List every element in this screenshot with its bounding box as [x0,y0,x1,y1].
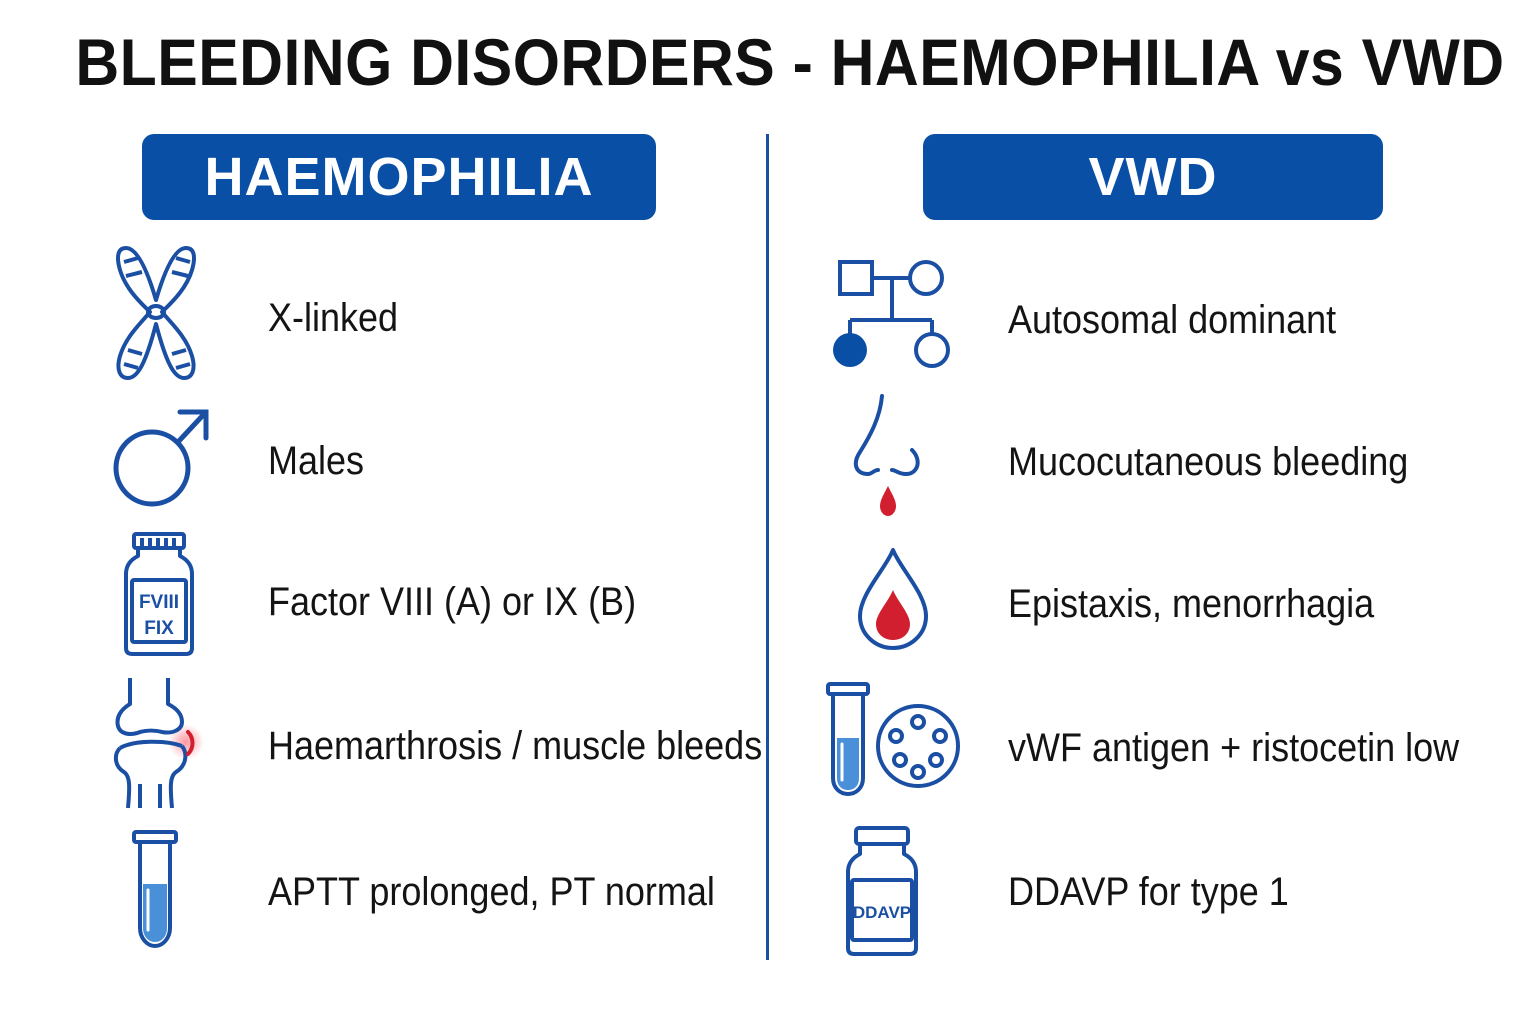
vial-label-ddavp: DDAVP [852,903,912,922]
nose-bleed-icon [852,394,924,518]
male-symbol-icon [112,406,212,510]
vwd-lab-text: vWF antigen + ristocetin low [1008,726,1460,770]
haemophilia-lab-text: APTT prolonged, PT normal [268,870,715,914]
vial-label-fix: FIX [144,618,174,639]
vwd-treatment-text: DDAVP for type 1 [1008,870,1289,914]
vwd-header: VWD [923,134,1383,220]
factor-vial-icon [124,532,194,656]
page-title: BLEEDING DISORDERS - HAEMOPHILIA vs VWD [75,25,1505,99]
haemophilia-factor-text: Factor VIII (A) or IX (B) [268,580,637,624]
ddavp-vial-icon [844,826,920,956]
blood-drop-icon [856,546,930,652]
chromosome-icon [112,242,202,384]
knee-joint-icon [110,676,206,810]
tube-and-platelets-icon [824,682,964,796]
pedigree-icon [832,258,950,370]
haemophilia-bleeding-text: Haemarthrosis / muscle bleeds [268,724,763,768]
haemophilia-inheritance-text: X-linked [268,296,399,340]
haemophilia-header: HAEMOPHILIA [142,134,656,220]
test-tube-icon [132,830,178,948]
vwd-symptoms-text: Epistaxis, menorrhagia [1008,582,1375,626]
vwd-bleeding-type-text: Mucocutaneous bleeding [1008,440,1409,484]
haemophilia-sex-text: Males [268,439,365,483]
vial-label-fviii: FVIII [138,592,180,613]
column-divider [766,134,769,960]
vwd-inheritance-text: Autosomal dominant [1008,298,1337,342]
